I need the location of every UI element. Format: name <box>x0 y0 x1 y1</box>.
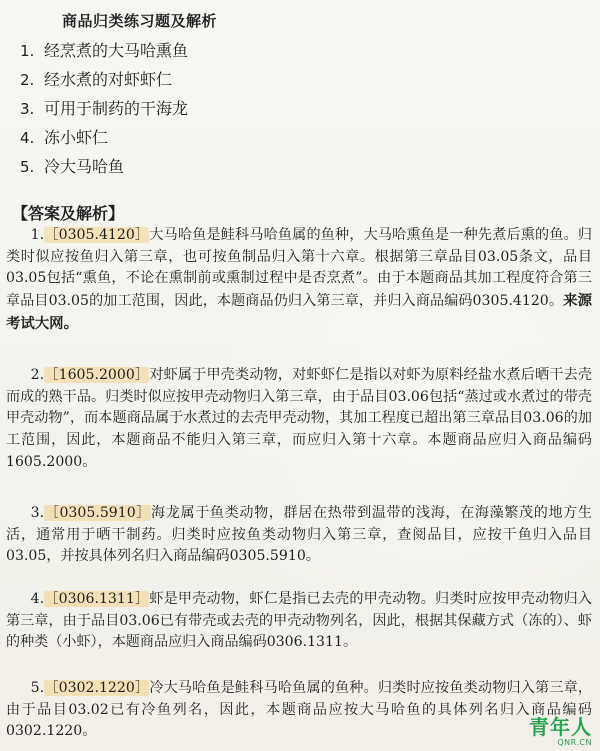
question-text: 经水煮的对虾虾仁 <box>44 70 173 89</box>
answer-text: 冷大马哈鱼是鲑科马哈鱼属的鱼种。归类时应按鱼类动物归入第三章，由于品目03.02已有冷鱼列名，因此，本题商品应按大马哈鱼的具体列名归入商品编码0302.1220。 <box>6 680 593 740</box>
answer-text: 对虾属于甲壳类动物，对虾虾仁是指以对虾为原料经盐水煮后晒干去壳而成的熟干品。归类时似应按甲壳动物归入第三章，由于品目03.06包括“蒸过或水煮过的带壳甲壳动物”，而本题商品属于水煮过的去壳甲壳动物，其加工程度已超出第三章品目03.06的加工范围，因此，本题商品不能归入第三章，而应归入第十六章。本题商品应归入商品编码1605.2000。 <box>6 367 593 470</box>
answer-number: 2. <box>30 367 45 383</box>
answer-number: 1. <box>30 227 45 243</box>
watermark-sub: QNR.CN <box>557 738 592 747</box>
answer-number: 4. <box>30 591 45 607</box>
question-item-4 <box>20 123 320 152</box>
question-item-3 <box>20 94 320 123</box>
question-item-2 <box>20 65 320 94</box>
answer-number: 5. <box>30 680 45 696</box>
question-number: 5. <box>20 158 35 176</box>
question-list <box>20 36 320 181</box>
answer-heading: 【答案及解析】 <box>12 204 125 223</box>
watermark-main: 青年人 <box>529 715 592 739</box>
question-text: 冷大马哈鱼 <box>44 157 125 176</box>
answer-text: 虾是甲壳动物，虾仁是指已去壳的甲壳动物。归类时应按甲壳动物归入第三章，由于品目03.06已有带壳或去壳的甲壳动物列名，因此，根据其保藏方式（冻的）、虾的种类（小虾），本题商品应归入商品编码0306.1311。 <box>6 591 593 651</box>
answer-code: ［0305.5910］ <box>44 505 152 521</box>
question-item-1 <box>20 36 320 65</box>
question-text: 经烹煮的大马哈熏鱼 <box>44 41 189 60</box>
answer-code: ［1605.2000］ <box>44 367 150 383</box>
answer-item-5 <box>6 678 592 743</box>
question-number: 2. <box>20 71 35 89</box>
answer-code: ［0306.1311］ <box>44 591 150 607</box>
answer-code: ［0305.4120］ <box>44 227 150 243</box>
question-number: 3. <box>20 100 35 118</box>
source-note: 来源考试大网。 <box>6 292 592 332</box>
watermark-logo <box>529 717 592 747</box>
page-title: 商品归类练习题及解析 <box>62 12 218 30</box>
question-text: 冻小虾仁 <box>44 128 109 147</box>
answer-item-4 <box>6 589 592 654</box>
question-number: 4. <box>20 129 35 147</box>
answer-item-1 <box>6 225 592 336</box>
answer-item-2 <box>6 365 592 474</box>
answer-text: 大马哈鱼是鲑科马哈鱼属的鱼种，大马哈熏鱼是一种先煮后熏的鱼。归类时似应按鱼归入第三章，也可按鱼制品归入第十六章。根据第三章品目03.05条文，品目03.05包括“熏鱼，不论在熏制前或熏制过程中是否烹煮”。由于本题商品其加工程度符合第三章品目03.05的加工范围，因此，本题商品仍归入第三章，并归入商品编码0305.4120。 <box>6 227 593 310</box>
question-number: 1. <box>20 42 35 60</box>
answer-text: 海龙属于鱼类动物，群居在热带到温带的浅海，在海藻繁茂的地方生活，通常用于晒干制药。归类时应按鱼类动物归入第三章，查阅品目，应按干鱼归入品目03.05，并按具体列名归入商品编码0305.5910。 <box>6 505 592 565</box>
question-text: 可用于制药的干海龙 <box>44 99 189 118</box>
answer-number: 3. <box>30 505 45 521</box>
answer-code: ［0302.1220］ <box>44 680 150 696</box>
answer-item-3 <box>6 503 592 568</box>
question-item-5 <box>20 152 320 181</box>
